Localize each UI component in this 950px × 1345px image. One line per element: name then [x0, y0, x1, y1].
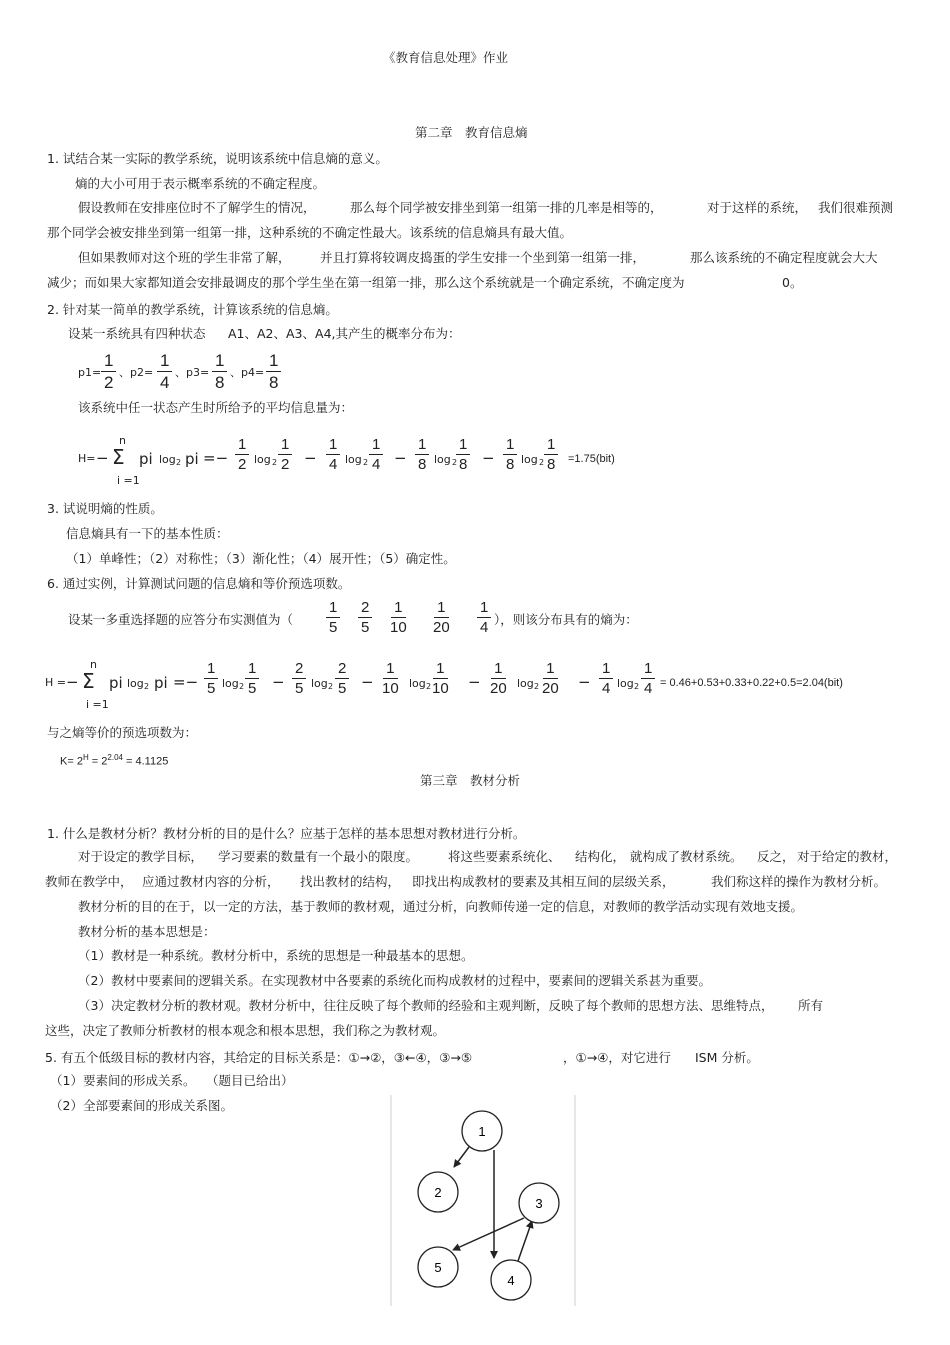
k-formula	[60, 753, 168, 769]
log-symbol: log	[409, 677, 426, 690]
fraction-numerator: 2	[358, 600, 372, 618]
h1-fraction	[503, 437, 517, 472]
h1-fraction	[456, 437, 470, 472]
log-base: 2	[363, 458, 369, 467]
fraction-numerator: 1	[415, 437, 429, 455]
fraction-denominator: 5	[361, 619, 370, 636]
log-base: 2	[239, 682, 245, 691]
equals-minus: =−	[173, 673, 199, 691]
p4-label: 、p4=	[230, 366, 265, 379]
fraction-numerator: 1	[456, 437, 470, 455]
minus-sign: −	[361, 673, 374, 691]
log-symbol: log	[159, 453, 176, 466]
h2-fraction	[432, 661, 449, 696]
fraction-denominator: 10	[432, 680, 449, 697]
fraction-numerator: 1	[383, 661, 397, 679]
ch3-question-1: 1. 什么是教材分析？教材分析的目的是什么？应基于怎样的基本思想对教材进行分析。	[47, 826, 526, 841]
fraction-numerator: 1	[544, 437, 558, 455]
ch3-q1-text: 所有	[798, 998, 824, 1013]
edge-3-to-5	[453, 1218, 524, 1250]
minus-sign: −	[66, 673, 79, 691]
log-base: 2	[452, 458, 458, 467]
k-result: = 4.1125	[126, 755, 169, 768]
ch2-q1-paragraph-text: 减少；而如果大家都知道会安排最调皮的那个学生坐在第一组第一排，那么这个系统就是一个确定系统，不确定度为	[47, 275, 685, 290]
ch3-q1-text: 对于给定的教材，	[797, 849, 898, 864]
edge-1-to-2	[454, 1147, 469, 1167]
fraction-denominator: 4	[160, 373, 170, 392]
fraction-denominator: 20	[490, 680, 507, 697]
fraction-denominator: 5	[207, 680, 216, 697]
log-symbol: log	[311, 677, 328, 690]
fraction-numerator: 1	[204, 661, 218, 679]
h2-lhs: H =	[45, 676, 66, 689]
fraction-denominator: 2	[281, 456, 290, 473]
ch2-question-1: 1. 试结合某一实际的教学系统，说明该系统中信息熵的意义。	[47, 151, 388, 166]
distribution-fraction	[477, 600, 491, 635]
fraction-denominator: 8	[547, 456, 556, 473]
pi-symbol: pi	[185, 450, 199, 468]
fraction-numerator: 1	[101, 352, 116, 372]
fraction-numerator: 2	[335, 661, 349, 679]
k-label: 与之熵等价的预选项数为：	[47, 725, 198, 740]
sigma-icon: Σ	[82, 669, 95, 693]
h1-fraction	[326, 437, 340, 472]
fraction-denominator: 4	[644, 680, 653, 697]
h2-fraction	[641, 661, 655, 696]
fraction-numerator: 1	[641, 661, 655, 679]
p2-label: 、p2=	[119, 366, 154, 379]
ch3-q5-step: （题目已给出）	[206, 1073, 294, 1088]
log-base: 2	[539, 458, 545, 467]
minus-sign: −	[482, 449, 495, 467]
p3-label: 、p3=	[175, 366, 210, 379]
sigma-icon: Σ	[112, 445, 125, 469]
fraction-denominator: 5	[295, 680, 304, 697]
node-label: 2	[434, 1185, 442, 1200]
log-symbol: log	[345, 453, 362, 466]
fraction-denominator: 8	[459, 456, 468, 473]
minus-sign: −	[272, 673, 285, 691]
ch3-q1-text: （2）教材中要素间的逻辑关系。在实现教材中各要素的系统化而构成教材的过程中，要素间的逻辑关系甚为重要。	[78, 973, 711, 988]
p4-fraction	[266, 352, 281, 391]
pi-symbol: pi	[139, 450, 153, 468]
ch2-q3-text: 信息熵具有一下的基本性质：	[66, 526, 229, 541]
minus-sign: −	[578, 673, 591, 691]
ch3-q1-text: 应通过教材内容的分析，	[142, 874, 280, 889]
ch3-q1-text: 教材分析的基本思想是：	[78, 924, 216, 939]
fraction-numerator: 1	[266, 352, 281, 372]
h2-fraction	[292, 661, 306, 696]
ch3-q1-text: （3）决定教材分析的教材观。教材分析中，往往反映了每个教师的经验和主观判断，反映了每个教师的思想方法、思维特点，	[78, 998, 774, 1013]
fraction-numerator: 1	[391, 600, 405, 618]
fraction-denominator: 8	[418, 456, 427, 473]
ch2-q3-text: （1）单峰性；（2）对称性；（3）渐化性；（4）展开性；（5）确定性。	[66, 551, 456, 566]
minus-sign: −	[394, 449, 407, 467]
fraction-numerator: 1	[326, 437, 340, 455]
p2-fraction	[157, 352, 172, 391]
ch3-q5-step: （2）全部要素间的形成关系图。	[50, 1098, 233, 1113]
fraction-numerator: 2	[292, 661, 306, 679]
fraction-denominator: 5	[248, 680, 257, 697]
fraction-numerator: 1	[212, 352, 227, 372]
p3-fraction	[212, 352, 227, 391]
edge-4-to-3	[518, 1221, 532, 1261]
distribution-fraction	[358, 600, 372, 635]
fraction-denominator: 8	[506, 456, 515, 473]
ch3-q5-step: （1）要素间的形成关系。	[50, 1073, 196, 1088]
node-2	[418, 1172, 458, 1212]
ch3-q1-text: 我们称这样的操作为教材分析。	[711, 874, 887, 889]
ch3-question-5: ISM 分析。	[695, 1050, 759, 1065]
k-formula-part: K= 2	[60, 755, 83, 768]
fraction-denominator: 2	[104, 373, 114, 392]
sum-lower-limit: i =1	[117, 474, 140, 487]
log-base: 2	[144, 682, 150, 691]
log-base: 2	[634, 682, 640, 691]
fraction-numerator: 1	[434, 600, 448, 618]
ch3-q1-text: 将这些要素系统化、	[448, 849, 561, 864]
ch2-q1-paragraph-text: 并且打算将较调皮捣蛋的学生安排一个坐到第一组第一排，	[320, 250, 646, 265]
log-symbol: log	[617, 677, 634, 690]
h1-fraction	[235, 437, 249, 472]
fraction-denominator: 5	[329, 619, 338, 636]
h2-fraction	[335, 661, 349, 696]
h1-fraction	[369, 437, 383, 472]
h1-result: =1.75(bit)	[568, 453, 615, 465]
k-formula-part: = 2	[91, 755, 108, 768]
fraction-denominator: 20	[433, 619, 450, 636]
ch2-question-2: 2. 针对某一简单的教学系统，计算该系统的信息熵。	[47, 302, 338, 317]
fraction-denominator: 4	[329, 456, 338, 473]
ch3-q1-text: 结构化，	[575, 849, 626, 864]
fraction-numerator: 1	[491, 661, 505, 679]
log-symbol: log	[254, 453, 271, 466]
fraction-denominator: 4	[372, 456, 381, 473]
log-symbol: log	[517, 677, 534, 690]
fraction-denominator: 5	[338, 680, 347, 697]
fraction-denominator: 20	[542, 680, 559, 697]
p1-fraction	[101, 352, 116, 391]
ch2-q1-paragraph-text: 那么每个同学被安排坐到第一组第一排的几率是相等的，	[350, 200, 663, 215]
node-label: 4	[507, 1273, 515, 1288]
fraction-denominator: 10	[390, 619, 407, 636]
node-4	[491, 1260, 531, 1300]
node-label: 5	[434, 1260, 442, 1275]
distribution-fraction	[326, 600, 340, 635]
ch3-q1-text: 反之，	[757, 849, 795, 864]
log-symbol: log	[521, 453, 538, 466]
fraction-numerator: 1	[599, 661, 613, 679]
sum-upper-limit: n	[90, 658, 97, 671]
log-base: 2	[426, 682, 432, 691]
document-title: 《教育信息处理》作业	[383, 50, 509, 65]
h2-fraction	[542, 661, 559, 696]
distribution-fraction	[390, 600, 407, 635]
fraction-numerator: 1	[433, 661, 447, 679]
fraction-numerator: 1	[245, 661, 259, 679]
fraction-numerator: 1	[278, 437, 292, 455]
node-1	[462, 1111, 502, 1151]
fraction-numerator: 1	[369, 437, 383, 455]
pi-symbol: pi	[154, 674, 168, 692]
h1-fraction	[278, 437, 292, 472]
ch2-q1-paragraph-text: 但如果教师对这个班的学生非常了解，	[78, 250, 291, 265]
ch2-q1-paragraph-text: 我们很难预测	[818, 200, 894, 215]
k-exponent-h: H	[82, 753, 89, 762]
chapter-3-title: 第三章 教材分析	[420, 773, 521, 788]
node-5	[418, 1247, 458, 1287]
fraction-denominator: 4	[602, 680, 611, 697]
fraction-numerator: 1	[157, 352, 172, 372]
fraction-numerator: 1	[326, 600, 340, 618]
ch3-q1-text: 教师在教学中，	[45, 874, 133, 889]
ch2-q2-text: 该系统中任一状态产生时所给予的平均信息量为：	[78, 400, 354, 415]
k-exponent-value: 2.04	[107, 753, 123, 762]
fraction-numerator: 1	[477, 600, 491, 618]
relation-graph	[390, 1093, 580, 1308]
pi-symbol: pi	[109, 674, 123, 692]
fraction-numerator: 1	[235, 437, 249, 455]
fraction-denominator: 2	[238, 456, 247, 473]
ch3-q1-text: 这些，决定了教师分析教材的根本观念和根本思想，我们称之为教材观。	[45, 1023, 446, 1038]
ch2-q6-text: ），则该分布具有的熵为：	[494, 612, 638, 627]
fraction-denominator: 4	[480, 619, 489, 636]
equals-minus: =−	[203, 449, 229, 467]
h2-fraction	[204, 661, 218, 696]
h1-fraction	[415, 437, 429, 472]
ch2-q2-text: 设某一系统具有四种状态	[68, 326, 206, 341]
ch3-q1-text: 教材分析的目的在于，以一定的方法，基于教师的教材观，通过分析，向教师传递一定的信息，对教师的教学活动实现有效地支援。	[78, 899, 804, 914]
log-base: 2	[176, 458, 182, 467]
ch3-q1-text: 对于设定的教学目标，	[78, 849, 204, 864]
ch2-q2-text: A1、A2、A3、A4,其产生的概率分布为：	[228, 326, 461, 341]
h2-fraction	[599, 661, 613, 696]
h1-lhs: H=	[78, 452, 96, 465]
ch3-q1-text: 找出教材的结构，	[300, 874, 401, 889]
ch3-q1-text: 就构成了教材系统。	[630, 849, 743, 864]
fraction-denominator: 8	[215, 373, 225, 392]
minus-sign: −	[304, 449, 317, 467]
distribution-fraction	[433, 600, 450, 635]
node-label: 1	[478, 1124, 486, 1139]
sum-lower-limit: i =1	[86, 698, 109, 711]
p1-label: p1=	[78, 366, 102, 379]
log-base: 2	[534, 682, 540, 691]
fraction-numerator: 1	[503, 437, 517, 455]
minus-sign: −	[96, 449, 109, 467]
node-3	[519, 1183, 559, 1223]
ch2-question-3: 3. 试说明熵的性质。	[47, 501, 163, 516]
ch2-q1-paragraph-text: 假设教师在安排座位时不了解学生的情况，	[78, 200, 316, 215]
log-symbol: log	[222, 677, 239, 690]
ch2-q1-paragraph-text: 那么该系统的不确定程度就会大大	[690, 250, 878, 265]
ch3-q1-text: 学习要素的数量有一个最小的限度。	[218, 849, 419, 864]
fraction-numerator: 1	[543, 661, 557, 679]
fraction-denominator: 10	[382, 680, 399, 697]
log-base: 2	[272, 458, 278, 467]
h2-fraction	[382, 661, 399, 696]
h2-result: = 0.46+0.53+0.33+0.22+0.5=2.04(bit)	[660, 677, 843, 689]
node-label: 3	[535, 1196, 543, 1211]
ch3-question-5: ，①→④，对它进行	[563, 1050, 671, 1065]
h2-fraction	[490, 661, 507, 696]
ch2-q1-paragraph-text: 那个同学会被安排坐到第一组第一排，这种系统的不确定性最大。该系统的信息熵具有最大值。	[47, 225, 573, 240]
log-base: 2	[328, 682, 334, 691]
ch2-q6-text: 设某一多重选择题的应答分布实测值为（	[68, 612, 294, 627]
ch2-q1-answer-line: 熵的大小可用于表示概率系统的不确定程度。	[75, 176, 326, 191]
sum-upper-limit: n	[119, 434, 126, 447]
minus-sign: −	[468, 673, 481, 691]
log-symbol: log	[434, 453, 451, 466]
log-symbol: log	[127, 677, 144, 690]
fraction-denominator: 8	[269, 373, 279, 392]
h1-fraction	[544, 437, 558, 472]
ch3-q1-text: （1）教材是一种系统。教材分析中，系统的思想是一种最基本的思想。	[78, 948, 474, 963]
h2-fraction	[245, 661, 259, 696]
chapter-2-title: 第二章 教育信息熵	[415, 125, 528, 140]
ch3-q1-text: 即找出构成教材的要素及其相互间的层级关系，	[412, 874, 675, 889]
ch3-question-5: 5. 有五个低级目标的教材内容，其给定的目标关系是：①→②，③←④，③→⑤	[45, 1050, 473, 1065]
ch2-q1-paragraph-text: 对于这样的系统，	[707, 200, 808, 215]
ch2-question-6: 6. 通过实例，计算测试问题的信息熵和等价预选项数。	[47, 576, 351, 591]
ch2-q1-paragraph-text: 0。	[782, 275, 803, 290]
